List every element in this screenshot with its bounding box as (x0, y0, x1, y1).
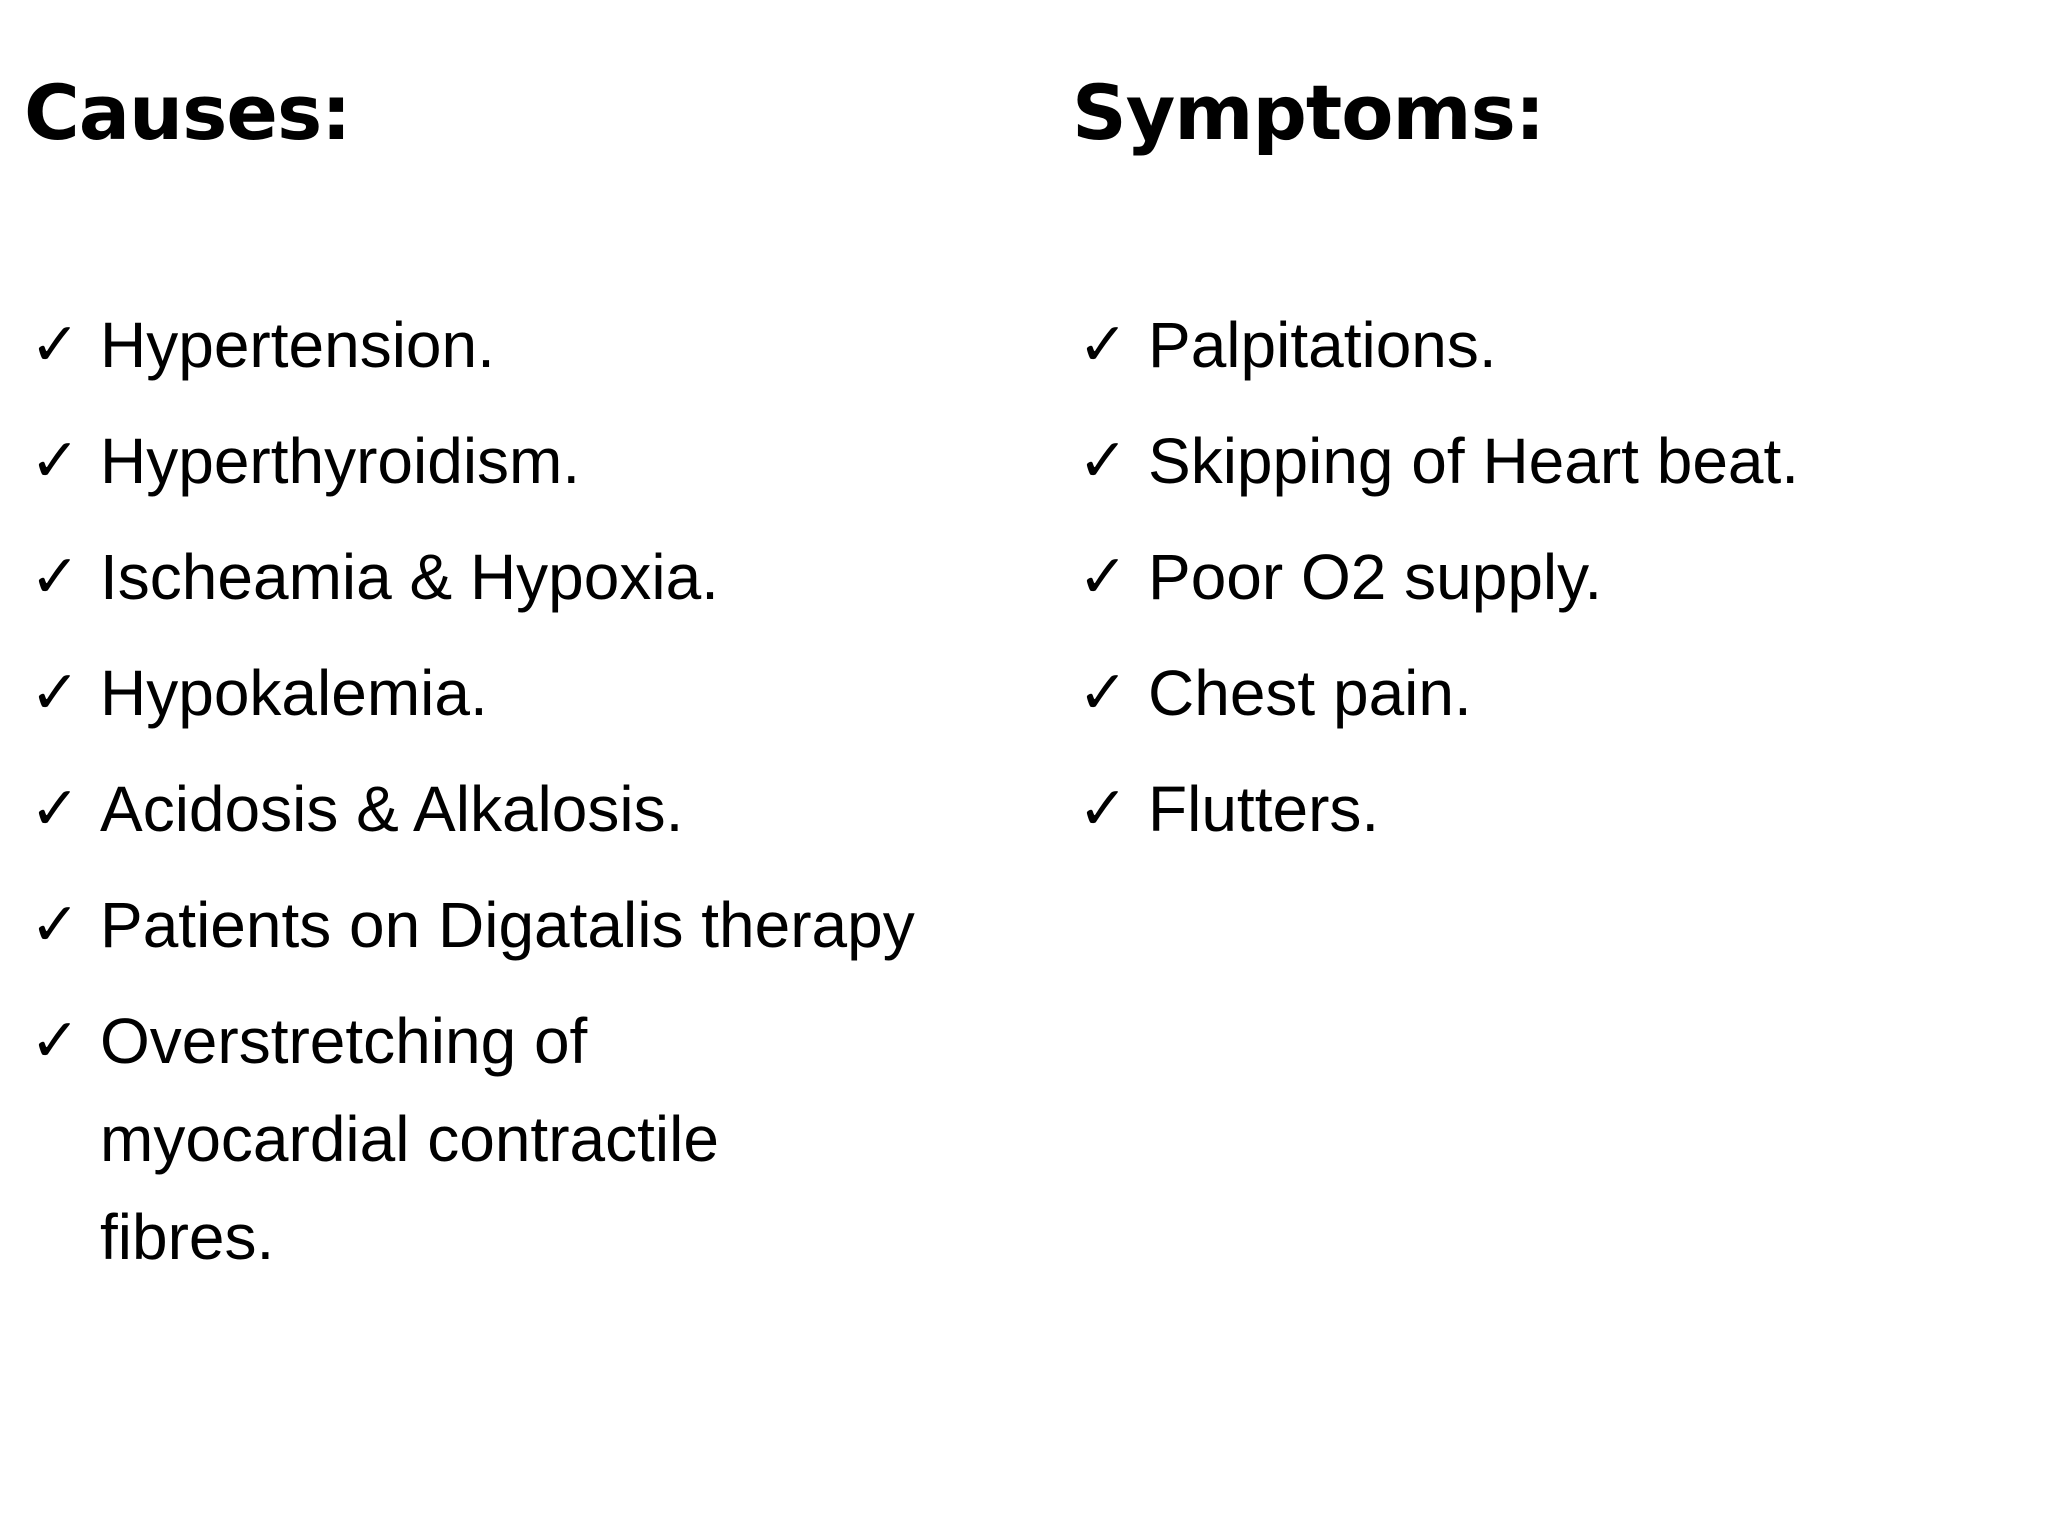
list-item (1072, 644, 1799, 742)
list-item-text: Flutters. (1148, 773, 1380, 845)
symptoms-list (1072, 296, 1799, 876)
list-item (1072, 296, 1799, 394)
list-item-text: Acidosis & Alkalosis. (100, 773, 684, 845)
list-item (1072, 528, 1799, 626)
check-icon: ✓ (29, 542, 81, 612)
list-item (1072, 760, 1799, 858)
check-icon: ✓ (29, 426, 81, 496)
list-item-text: Ischeamia & Hypoxia. (100, 541, 719, 613)
list-item-text: Hyperthyroidism. (100, 425, 581, 497)
check-icon: ✓ (29, 1006, 81, 1076)
list-item-text: Palpitations. (1148, 309, 1497, 381)
list-item (24, 760, 915, 858)
list-item-text: Hypertension. (100, 309, 495, 381)
check-icon: ✓ (29, 890, 81, 960)
causes-heading: Causes: (24, 68, 351, 157)
list-item (1072, 412, 1799, 510)
list-item (24, 644, 915, 742)
list-item-text: Patients on Digatalis therapy (100, 889, 915, 961)
check-icon: ✓ (1077, 542, 1129, 612)
list-item (24, 876, 915, 974)
causes-list (24, 296, 915, 1304)
list-item (24, 528, 915, 626)
check-icon: ✓ (29, 658, 81, 728)
check-icon: ✓ (1077, 774, 1129, 844)
list-item-text: Chest pain. (1148, 657, 1472, 729)
check-icon: ✓ (29, 310, 81, 380)
check-icon: ✓ (1077, 310, 1129, 380)
check-icon: ✓ (1077, 658, 1129, 728)
list-item-text: Overstretching of myocardial contractile fibres. (100, 1005, 719, 1273)
list-item-text: Hypokalemia. (100, 657, 488, 729)
list-item (24, 296, 915, 394)
check-icon: ✓ (1077, 426, 1129, 496)
list-item-text: Poor O2 supply. (1148, 541, 1603, 613)
check-icon: ✓ (29, 774, 81, 844)
list-item (24, 412, 915, 510)
symptoms-heading: Symptoms: (1072, 68, 1545, 157)
list-item (24, 992, 915, 1286)
list-item-text: Skipping of Heart beat. (1148, 425, 1800, 497)
